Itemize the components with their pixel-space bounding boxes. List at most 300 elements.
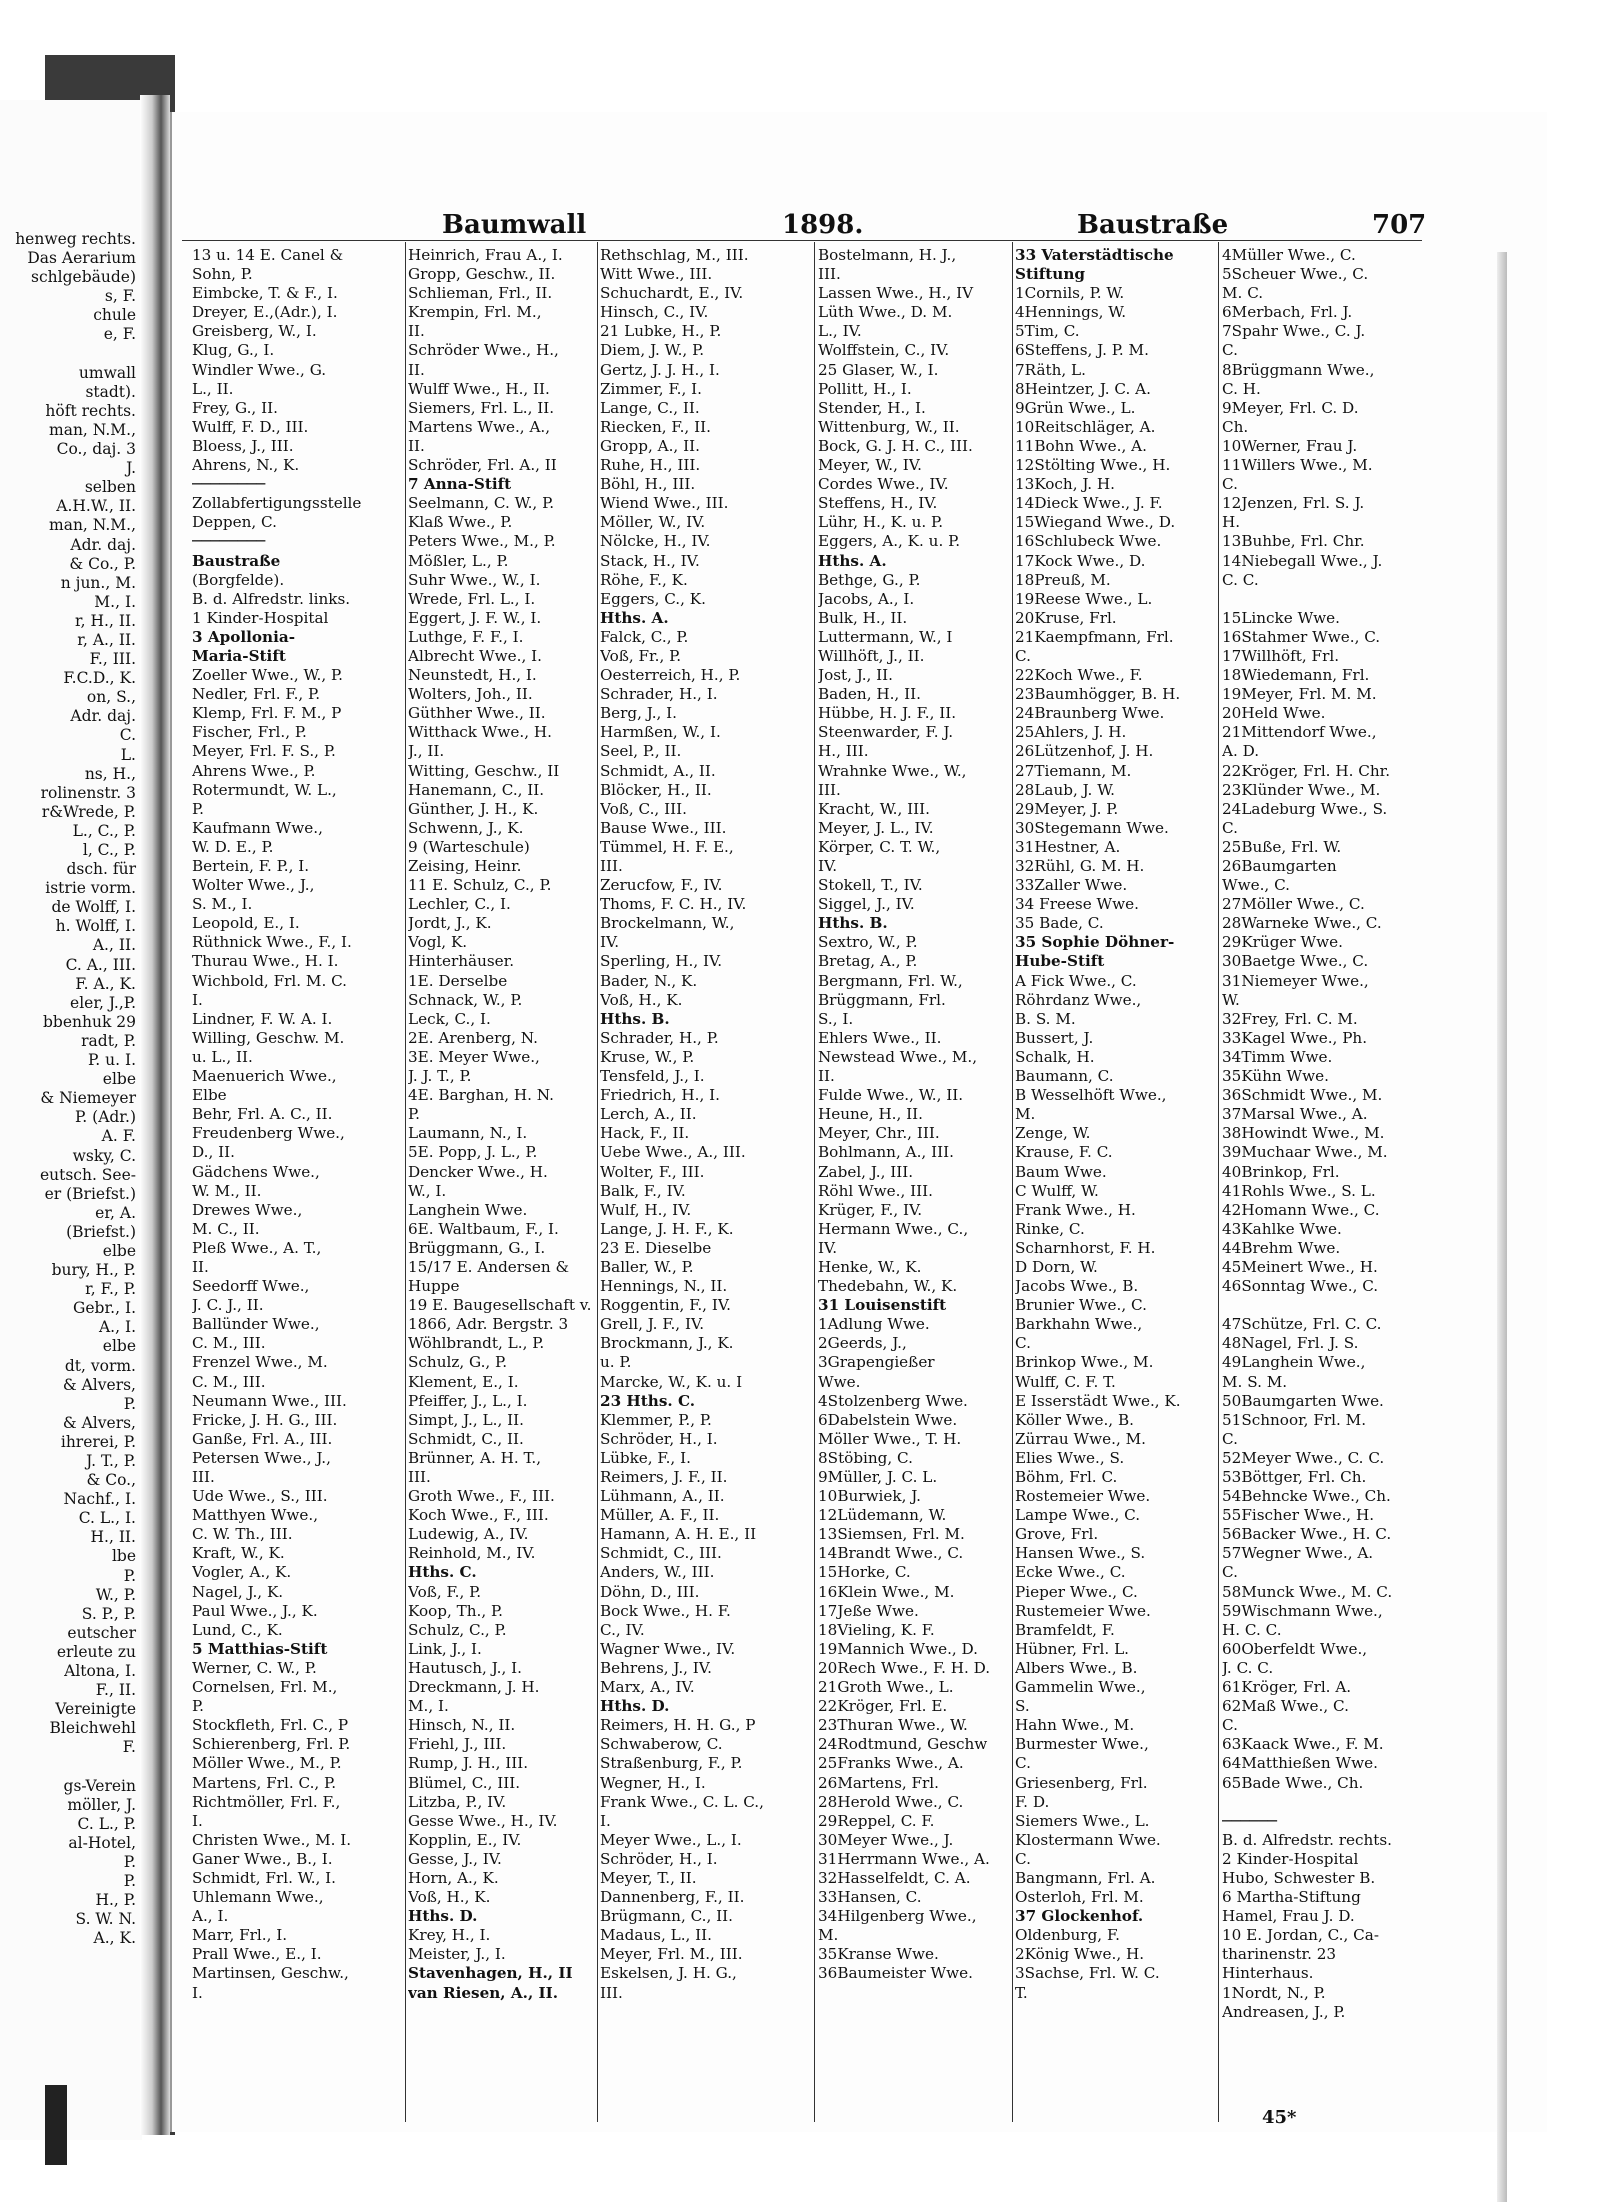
facing-page-line bbox=[0, 345, 140, 364]
directory-entry: Baum Wwe. bbox=[1015, 1162, 1107, 1181]
directory-entry: B. S. M. bbox=[1015, 1009, 1076, 1028]
column-rule bbox=[814, 242, 815, 2122]
directory-entry: Richtmöller, Frl. F., bbox=[192, 1792, 341, 1811]
directory-entry: Rotermundt, W. L., bbox=[192, 780, 337, 799]
directory-entry: 24Braunberg Wwe. bbox=[1015, 704, 1165, 723]
directory-entry: Griesenberg, Frl. bbox=[1015, 1773, 1148, 1792]
directory-entry: IV. bbox=[818, 1238, 838, 1257]
directory-entry: II. bbox=[192, 1257, 209, 1276]
directory-entry: Ballünder Wwe., bbox=[192, 1315, 320, 1334]
directory-entry: Wolffstein, C., IV. bbox=[818, 341, 950, 360]
directory-entry: 7 Anna-Stift bbox=[408, 475, 512, 494]
directory-entry: Peters Wwe., M., P. bbox=[408, 532, 556, 551]
directory-entry: Uhlemann Wwe., bbox=[192, 1888, 324, 1907]
directory-entry: B. d. Alfredstr. links. bbox=[192, 589, 351, 608]
facing-page-line: selben bbox=[84, 478, 136, 497]
directory-entry: Suhr Wwe., W., I. bbox=[408, 570, 541, 589]
directory-entry: Reinhold, M., IV. bbox=[408, 1544, 536, 1563]
facing-page-line: F., III. bbox=[89, 650, 136, 669]
directory-entry: Klemmer, P., P. bbox=[600, 1410, 712, 1429]
directory-entry: Lüth Wwe., D. M. bbox=[818, 303, 953, 322]
directory-entry: Willhöft, J., II. bbox=[818, 646, 925, 665]
directory-entry: 5Tim, C. bbox=[1015, 322, 1080, 341]
facing-page-line: möller, J. bbox=[67, 1795, 136, 1814]
directory-entry: Bramfeldt, F. bbox=[1015, 1620, 1115, 1639]
directory-entry: IV. bbox=[818, 857, 838, 875]
directory-entry: B. d. Alfredstr. rechts. bbox=[1222, 1830, 1393, 1849]
directory-entry: 9Grün Wwe., L. bbox=[1015, 398, 1136, 417]
directory-entry: 23Klünder Wwe., M. bbox=[1222, 780, 1381, 799]
directory-entry: Meyer Wwe., L., I. bbox=[600, 1830, 742, 1849]
directory-entry: Schrader, H., P. bbox=[600, 1028, 719, 1047]
directory-entry: Brockmann, J., K. bbox=[600, 1334, 734, 1353]
directory-entry: 61Kröger, Frl. A. bbox=[1222, 1678, 1352, 1697]
facing-page-line: & Alvers, bbox=[62, 1375, 136, 1394]
directory-entry: tharinenstr. 23 bbox=[1222, 1945, 1337, 1964]
directory-entry: 55Fischer Wwe., H. bbox=[1222, 1506, 1375, 1525]
directory-entry: 13Buhbe, Frl. Chr. bbox=[1222, 532, 1365, 551]
directory-entry: Hautusch, J., I. bbox=[408, 1658, 522, 1677]
directory-entry: Steenwarder, F. J. bbox=[818, 723, 954, 742]
directory-entry: B Wesselhöft Wwe., bbox=[1015, 1086, 1167, 1105]
directory-entry: Frey, G., II. bbox=[192, 398, 278, 417]
directory-entry: Stiftung bbox=[1015, 265, 1086, 284]
directory-entry: 35 Bade, C. bbox=[1015, 914, 1104, 933]
directory-entry: Pieper Wwe., C. bbox=[1015, 1582, 1138, 1601]
directory-entry: 33Hansen, C. bbox=[818, 1888, 922, 1907]
directory-entry: Schwenn, J., K. bbox=[408, 818, 524, 837]
directory-entry: 57Wegner Wwe., A. bbox=[1222, 1544, 1374, 1563]
facing-page-line: & Niemeyer bbox=[40, 1089, 136, 1108]
directory-entry: Wiend Wwe., III. bbox=[600, 494, 729, 513]
directory-entry: Bretag, A., P. bbox=[818, 952, 918, 971]
directory-entry: Groth Wwe., F., III. bbox=[408, 1487, 555, 1506]
directory-entry: Ganße, Frl. A., III. bbox=[192, 1429, 333, 1448]
directory-entry: 20Kruse, Frl. bbox=[1015, 608, 1117, 627]
directory-entry: Rethschlag, M., III. bbox=[600, 246, 749, 264]
directory-entry: Jacobs Wwe., B. bbox=[1015, 1277, 1139, 1296]
directory-entry: Baustraße bbox=[192, 551, 281, 570]
directory-entry: Drewes Wwe., bbox=[192, 1200, 303, 1219]
directory-entry: Burmester Wwe., bbox=[1015, 1735, 1149, 1754]
directory-entry: Gertz, J. J. H., I. bbox=[600, 360, 720, 379]
directory-entry: Hinsch, N., II. bbox=[408, 1716, 516, 1735]
directory-entry: 16Schlubeck Wwe. bbox=[1015, 532, 1162, 551]
directory-entry: 7Spahr Wwe., C. J. bbox=[1222, 322, 1366, 341]
directory-entry: Bohlmann, A., III. bbox=[818, 1143, 954, 1162]
directory-entry: Anders, W., III. bbox=[600, 1563, 715, 1582]
directory-entry: 11Willers Wwe., M. bbox=[1222, 456, 1373, 475]
directory-entry: Mößler, L., P. bbox=[408, 551, 509, 570]
directory-entry: Bangmann, Frl. A. bbox=[1015, 1868, 1156, 1887]
directory-entry: Röhe, F., K. bbox=[600, 570, 688, 589]
directory-entry: Günther, J. H., K. bbox=[408, 799, 539, 818]
directory-entry: 19Mannich Wwe., D. bbox=[818, 1639, 979, 1658]
directory-entry: E Isserstädt Wwe., K. bbox=[1015, 1391, 1181, 1410]
directory-entry: Werner, C. W., P. bbox=[192, 1658, 317, 1677]
directory-entry: 43Kahlke Wwe. bbox=[1222, 1219, 1342, 1238]
directory-entry: III. bbox=[600, 1983, 623, 2002]
directory-entry: A. D. bbox=[1222, 742, 1260, 761]
directory-entry: Lund, C., K. bbox=[192, 1620, 283, 1639]
directory-entry: 23 Hths. C. bbox=[600, 1391, 696, 1410]
directory-entry: Krause, F. C. bbox=[1015, 1143, 1113, 1162]
directory-entry: 45Meinert Wwe., H. bbox=[1222, 1257, 1378, 1276]
facing-page-line: J. T., P. bbox=[86, 1452, 136, 1470]
directory-entry: Siemers, Frl. L., II. bbox=[408, 398, 555, 417]
directory-entry: 5 Matthias-Stift bbox=[192, 1639, 328, 1658]
directory-entry: Brügmann, C., II. bbox=[600, 1907, 733, 1926]
directory-entry: F. D. bbox=[1015, 1792, 1050, 1811]
directory-entry: 38Howindt Wwe., M. bbox=[1222, 1124, 1385, 1143]
directory-entry: 6Merbach, Frl. J. bbox=[1222, 303, 1353, 322]
facing-page-line: W., P. bbox=[95, 1585, 136, 1604]
directory-entry: Behrens, J., IV. bbox=[600, 1658, 712, 1677]
directory-entry: Wolter Wwe., J., bbox=[192, 876, 315, 895]
directory-entry: Elies Wwe., S. bbox=[1015, 1448, 1125, 1467]
directory-entry: Klemp, Frl. F. M., P bbox=[192, 704, 342, 723]
directory-entry: M., I. bbox=[408, 1697, 449, 1716]
facing-page-line: Adr. daj. bbox=[70, 535, 136, 554]
facing-page-line: F. A., K. bbox=[75, 974, 136, 993]
directory-entry: Uebe Wwe., A., III. bbox=[600, 1143, 746, 1162]
directory-entry: 15Wiegand Wwe., D. bbox=[1015, 513, 1176, 532]
directory-entry: Hths. B. bbox=[818, 914, 888, 933]
directory-entry: C. W. Th., III. bbox=[192, 1525, 293, 1544]
directory-entry: A Fick Wwe., C. bbox=[1015, 971, 1137, 990]
facing-page-line: H., P. bbox=[95, 1891, 136, 1910]
facing-page-line: bury, H., P. bbox=[51, 1261, 136, 1280]
directory-entry: Berg, J., I. bbox=[600, 704, 678, 723]
directory-entry: Elbe bbox=[192, 1086, 227, 1105]
directory-entry: 2Geerds, J., bbox=[818, 1334, 907, 1353]
directory-entry: W. M., II. bbox=[192, 1181, 262, 1200]
directory-entry: Cornelsen, Frl. M., bbox=[192, 1678, 338, 1697]
directory-entry: Meyer, Frl. M., III. bbox=[600, 1945, 743, 1964]
directory-entry: Böhm, Frl. C. bbox=[1015, 1468, 1118, 1486]
directory-entry bbox=[1222, 590, 1392, 609]
directory-entry: Kruse, W., P. bbox=[600, 1047, 695, 1066]
directory-entry: Wöhlbrandt, L., P. bbox=[408, 1334, 545, 1353]
directory-entry: 33Zaller Wwe. bbox=[1015, 876, 1128, 895]
directory-entry: Eskelsen, J. H. G., bbox=[600, 1964, 737, 1983]
directory-entry: Zeising, Heinr. bbox=[408, 857, 522, 875]
directory-entry: C. bbox=[1222, 1563, 1238, 1582]
directory-entry: 17Jeße Wwe. bbox=[818, 1601, 919, 1620]
directory-entry: C. bbox=[1015, 646, 1031, 665]
directory-entry: Zerucfow, F., IV. bbox=[600, 876, 723, 895]
facing-page-line: S. W. N. bbox=[75, 1910, 136, 1929]
directory-entry: Zabel, J., III. bbox=[818, 1162, 914, 1181]
directory-entry: Lechler, C., I. bbox=[408, 895, 511, 914]
directory-entry: Hinsch, C., IV. bbox=[600, 303, 709, 322]
directory-entry: 25Ahlers, J. H. bbox=[1015, 723, 1127, 742]
directory-entry: Dannenberg, F., II. bbox=[600, 1888, 745, 1907]
facing-page-line: eutscher bbox=[67, 1623, 136, 1642]
directory-entry: M. C. bbox=[1222, 284, 1264, 303]
facing-page-line: eutsch. See- bbox=[39, 1165, 136, 1184]
directory-entry: 2E. Arenberg, N. bbox=[408, 1028, 538, 1047]
directory-entry: Eggers, C., K. bbox=[600, 589, 706, 608]
directory-entry: 23Thuran Wwe., W. bbox=[818, 1716, 968, 1735]
column-5 bbox=[1015, 246, 1181, 2003]
directory-entry: Rüthnick Wwe., F., I. bbox=[192, 933, 352, 952]
directory-entry: Osterloh, Frl. M. bbox=[1015, 1888, 1144, 1907]
directory-entry: 28Herold Wwe., C. bbox=[818, 1792, 964, 1811]
directory-entry: Klaß Wwe., P. bbox=[408, 513, 513, 532]
directory-entry: 6Dabelstein Wwe. bbox=[818, 1410, 958, 1429]
directory-entry: C. M., III. bbox=[192, 1334, 266, 1353]
directory-entry: Sohn, P. bbox=[192, 265, 253, 284]
directory-entry: Kracht, W., III. bbox=[818, 799, 930, 818]
directory-entry: Dreckmann, J. H. bbox=[408, 1678, 540, 1697]
directory-entry: 52Meyer Wwe., C. C. bbox=[1222, 1448, 1385, 1467]
directory-entry: Ahrens, N., K. bbox=[192, 456, 300, 475]
directory-entry: III. bbox=[818, 780, 841, 799]
directory-entry: 32Hasselfeldt, C. A. bbox=[818, 1868, 971, 1887]
directory-entry: Heinrich, Frau A., I. bbox=[408, 246, 563, 264]
directory-entry: Lampe Wwe., C. bbox=[1015, 1506, 1141, 1525]
directory-entry: 54Behncke Wwe., Ch. bbox=[1222, 1487, 1391, 1506]
directory-entry: 14Dieck Wwe., J. F. bbox=[1015, 494, 1163, 513]
directory-entry: Lange, J. H. F., K. bbox=[600, 1219, 734, 1238]
directory-entry: Oesterreich, H., P. bbox=[600, 666, 741, 685]
directory-entry: Petersen Wwe., J., bbox=[192, 1448, 331, 1467]
facing-page-line: M., I. bbox=[94, 592, 136, 611]
facing-page-line: er (Briefst.) bbox=[44, 1184, 136, 1203]
facing-page-line: on, S., bbox=[86, 688, 136, 707]
directory-entry: 34 Freese Wwe. bbox=[1015, 895, 1139, 914]
directory-entry: Neumann Wwe., III. bbox=[192, 1391, 347, 1410]
directory-entry: 35 Sophie Döhner- bbox=[1015, 933, 1175, 952]
directory-entry: 34Hilgenberg Wwe., bbox=[818, 1907, 977, 1926]
directory-entry: Böhl, H., III. bbox=[600, 475, 696, 494]
directory-entry: Sperling, H., IV. bbox=[600, 952, 723, 971]
facing-page-line: P. bbox=[123, 1852, 136, 1871]
directory-entry: I. bbox=[192, 1811, 203, 1830]
directory-entry: J., II. bbox=[408, 742, 445, 761]
directory-entry: Falck, C., P. bbox=[600, 627, 689, 646]
facing-page-line: P. bbox=[123, 1394, 136, 1413]
directory-entry: Stokell, T., IV. bbox=[818, 876, 923, 895]
directory-entry: 10 E. Jordan, C., Ca- bbox=[1222, 1926, 1379, 1945]
directory-entry: Laumann, N., I. bbox=[408, 1124, 528, 1143]
directory-entry: Maenuerich Wwe., bbox=[192, 1067, 337, 1086]
directory-entry: S. bbox=[1015, 1697, 1030, 1716]
directory-entry: 31 Louisenstift bbox=[818, 1296, 947, 1315]
directory-entry: 51Schnoor, Frl. M. bbox=[1222, 1410, 1367, 1429]
directory-entry: 5E. Popp, J. L., P. bbox=[408, 1143, 538, 1162]
directory-entry: 28Laub, J. W. bbox=[1015, 780, 1115, 799]
directory-entry: Schnack, W., P. bbox=[408, 990, 523, 1009]
facing-page-line: elbe bbox=[102, 1070, 136, 1089]
directory-entry: W., I. bbox=[408, 1181, 447, 1200]
directory-entry: 23 E. Dieselbe bbox=[600, 1238, 712, 1257]
directory-entry: 19Meyer, Frl. M. M. bbox=[1222, 685, 1377, 704]
directory-entry: 3E. Meyer Wwe., bbox=[408, 1047, 540, 1066]
directory-entry: 27Möller Wwe., C. bbox=[1222, 895, 1365, 914]
facing-page-line: F. bbox=[122, 1738, 136, 1757]
directory-entry: Döhn, D., III. bbox=[600, 1582, 700, 1601]
directory-entry: Simpt, J., L., II. bbox=[408, 1410, 524, 1429]
directory-entry: 19Reese Wwe., L. bbox=[1015, 589, 1153, 608]
directory-entry: Stavenhagen, H., II bbox=[408, 1964, 573, 1983]
facing-page-line: S. P., P. bbox=[81, 1604, 136, 1623]
directory-entry: Krempin, Frl. M., bbox=[408, 303, 542, 322]
directory-entry: Leopold, E., I. bbox=[192, 914, 300, 933]
directory-entry: Diem, J. W., P. bbox=[600, 341, 705, 360]
book-spine bbox=[140, 95, 170, 2135]
directory-entry: 48Nagel, Frl. J. S. bbox=[1222, 1334, 1359, 1353]
directory-entry: 18Vieling, K. F. bbox=[818, 1620, 935, 1639]
directory-entry: Hths. A. bbox=[600, 608, 669, 627]
directory-entry: 42Homann Wwe., C. bbox=[1222, 1200, 1380, 1219]
directory-entry: Oldenburg, F. bbox=[1015, 1926, 1120, 1945]
directory-entry: Meister, J., I. bbox=[408, 1945, 506, 1964]
page-number: 707 bbox=[1372, 210, 1427, 240]
directory-entry: Röhl Wwe., III. bbox=[818, 1181, 933, 1200]
directory-entry: Madaus, L., II. bbox=[600, 1926, 713, 1945]
directory-entry: S., I. bbox=[818, 1009, 854, 1028]
facing-page-line: A.H.W., II. bbox=[56, 497, 136, 516]
directory-entry: Köller Wwe., B. bbox=[1015, 1410, 1134, 1429]
facing-page-line: l, C., P. bbox=[82, 841, 136, 859]
directory-entry: Bertein, F. P., I. bbox=[192, 857, 310, 875]
directory-entry: Tensfeld, J., I. bbox=[600, 1067, 705, 1086]
directory-entry: C. bbox=[1222, 475, 1238, 494]
directory-entry: Brüggmann, G., I. bbox=[408, 1238, 546, 1257]
directory-entry: Nedler, Frl. F., P. bbox=[192, 685, 321, 704]
directory-entry: Siggel, J., IV. bbox=[818, 895, 915, 914]
facing-page-line: elbe bbox=[102, 1337, 136, 1356]
directory-entry: Hanemann, C., II. bbox=[408, 780, 545, 799]
directory-entry: Hamann, A. H. E., II bbox=[600, 1525, 757, 1544]
directory-entry: Langhein Wwe. bbox=[408, 1200, 528, 1219]
directory-entry: Witthack Wwe., H. bbox=[408, 723, 552, 742]
directory-entry: Hübbe, H. J. F., II. bbox=[818, 704, 957, 723]
directory-entry: 1E. Derselbe bbox=[408, 971, 508, 990]
directory-entry: Reimers, J. F., II. bbox=[600, 1468, 728, 1486]
directory-entry: 50Baumgarten Wwe. bbox=[1222, 1391, 1384, 1410]
directory-entry: Ganer Wwe., B., I. bbox=[192, 1849, 333, 1868]
directory-entry: Roggentin, F., IV. bbox=[600, 1296, 731, 1315]
facing-page-line: höft rechts. bbox=[45, 401, 136, 420]
facing-page-line: Das Aerarium bbox=[27, 249, 136, 268]
facing-page-line: lbe bbox=[111, 1547, 136, 1566]
directory-entry: 2 Kinder-Hospital bbox=[1222, 1849, 1359, 1868]
directory-entry: Schulz, G., P. bbox=[408, 1353, 508, 1372]
facing-page-line: radt, P. bbox=[81, 1031, 136, 1050]
directory-entry: 6Steffens, J. P. M. bbox=[1015, 341, 1149, 360]
directory-entry: 17Kock Wwe., D. bbox=[1015, 551, 1146, 570]
directory-entry: Wagner Wwe., IV. bbox=[600, 1639, 736, 1658]
directory-entry: Nölcke, H., IV. bbox=[600, 532, 711, 551]
directory-entry: Zürrau Wwe., M. bbox=[1015, 1429, 1146, 1448]
directory-entry: Müller, A. F., II. bbox=[600, 1506, 720, 1525]
directory-entry: IV. bbox=[600, 933, 620, 952]
facing-page-line: umwall bbox=[78, 363, 136, 382]
facing-page-line: e, F. bbox=[103, 325, 136, 344]
directory-entry: 6E. Waltbaum, F., I. bbox=[408, 1219, 559, 1238]
directory-entry: 29Krüger Wwe. bbox=[1222, 933, 1343, 952]
directory-entry: Reimers, H. H. G., P bbox=[600, 1716, 756, 1735]
directory-entry: D Dorn, W. bbox=[1015, 1257, 1098, 1276]
directory-entry: Baller, W., P. bbox=[600, 1257, 694, 1276]
facing-page-line: schlgebäude) bbox=[31, 268, 136, 287]
directory-entry: Bock Wwe., H. F. bbox=[600, 1601, 731, 1620]
directory-entry: 31Niemeyer Wwe., bbox=[1222, 971, 1369, 990]
directory-entry: Martinsen, Geschw., bbox=[192, 1964, 349, 1983]
directory-entry: C. H. bbox=[1222, 379, 1261, 398]
directory-entry: Ch. bbox=[1222, 417, 1249, 436]
facing-page-line: elbe bbox=[102, 1241, 136, 1260]
facing-page-line: A. F. bbox=[101, 1127, 136, 1146]
directory-entry: 16Stahmer Wwe., C. bbox=[1222, 627, 1381, 646]
directory-entry: Schmidt, A., II. bbox=[600, 761, 716, 780]
facing-page-line: C. L., I. bbox=[78, 1509, 136, 1528]
directory-entry: Lindner, F. W. A. I. bbox=[192, 1009, 333, 1028]
directory-entry: Rustemeier Wwe. bbox=[1015, 1601, 1151, 1620]
directory-entry: Schierenberg, Frl. P. bbox=[192, 1735, 351, 1754]
facing-page-line: henweg rechts. bbox=[15, 230, 136, 248]
facing-page-line: man, N.M., bbox=[49, 420, 136, 439]
directory-entry: Röhrdanz Wwe., bbox=[1015, 990, 1142, 1009]
directory-entry: A., I. bbox=[192, 1907, 229, 1926]
directory-entry: 35Kranse Wwe. bbox=[818, 1945, 939, 1964]
facing-page-line: r, F., P. bbox=[85, 1280, 136, 1299]
directory-entry: I. bbox=[192, 1983, 203, 2002]
directory-entry: Freudenberg Wwe., bbox=[192, 1124, 345, 1143]
directory-entry: Siemers Wwe., L. bbox=[1015, 1811, 1150, 1830]
directory-entry: Meyer, J. L., IV. bbox=[818, 818, 934, 837]
directory-entry: W. bbox=[1222, 990, 1240, 1009]
facing-page-line: erleute zu bbox=[56, 1642, 136, 1661]
column-3 bbox=[600, 246, 764, 2003]
facing-page-line: al-Hotel, bbox=[68, 1833, 136, 1852]
directory-entry: 34Timm Wwe. bbox=[1222, 1047, 1333, 1066]
directory-entry: Hths. D. bbox=[408, 1907, 478, 1926]
directory-entry: C. M., III. bbox=[192, 1372, 266, 1391]
directory-entry: P. bbox=[408, 1105, 420, 1124]
directory-entry: Wegner, H., I. bbox=[600, 1773, 706, 1792]
directory-entry: Martens Wwe., A., bbox=[408, 417, 551, 436]
directory-entry bbox=[1222, 1793, 1392, 1812]
facing-page-line: P. bbox=[123, 1566, 136, 1585]
directory-entry: Thedebahn, W., K. bbox=[818, 1277, 958, 1296]
directory-entry: W. D. E., P. bbox=[192, 837, 274, 856]
facing-page-line: C. A., III. bbox=[65, 955, 136, 974]
facing-page-line: de Wolff, I. bbox=[51, 898, 136, 917]
directory-entry: II. bbox=[408, 436, 425, 455]
directory-entry: Wulff, F. D., III. bbox=[192, 417, 309, 436]
directory-entry: Deppen, C. bbox=[192, 513, 277, 532]
directory-entry: 40Brinkop, Frl. bbox=[1222, 1162, 1340, 1181]
directory-entry: 2König Wwe., H. bbox=[1015, 1945, 1145, 1964]
header-year: 1898. bbox=[782, 210, 864, 240]
directory-entry: Lühr, H., K. u. P. bbox=[818, 513, 944, 532]
directory-entry: Henke, W., K. bbox=[818, 1257, 922, 1276]
directory-entry: 25Franks Wwe., A. bbox=[818, 1754, 964, 1773]
facing-page-line: P. bbox=[123, 1872, 136, 1891]
directory-entry: 10Reitschläger, A. bbox=[1015, 417, 1156, 436]
directory-entry: 22Koch Wwe., F. bbox=[1015, 666, 1143, 685]
directory-entry: Blöcker, H., II. bbox=[600, 780, 712, 799]
directory-entry: 27Tiemann, M. bbox=[1015, 761, 1132, 780]
page-header bbox=[172, 210, 1547, 250]
directory-entry: Klug, G., I. bbox=[192, 341, 275, 360]
directory-entry: ──────── bbox=[192, 532, 266, 551]
directory-entry: Balk, F., IV. bbox=[600, 1181, 686, 1200]
